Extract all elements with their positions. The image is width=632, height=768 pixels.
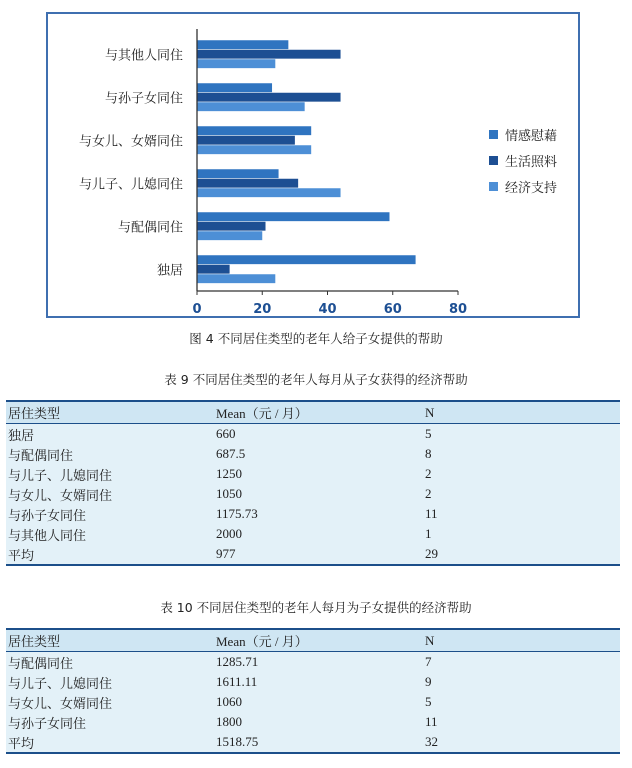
table-10 (6, 628, 620, 754)
bar (197, 265, 230, 274)
category-label: 与配偶同住 (117, 220, 183, 236)
bar (197, 83, 272, 92)
cell-n: 1 (423, 524, 620, 544)
cell-type: 与女儿、女婿同住 (6, 484, 214, 504)
cell-mean: 2000 (214, 524, 423, 544)
table-row (6, 464, 620, 484)
cell-type: 与儿子、儿媳同住 (6, 464, 214, 484)
category-label: 与女儿、女婿同住 (78, 134, 183, 150)
legend-swatch (489, 182, 498, 191)
category-label: 独居 (156, 263, 183, 279)
header-mean: Mean（元 / 月） (214, 629, 423, 652)
category-label: 与儿子、儿媳同住 (78, 177, 183, 193)
figure-4-caption: 图 4 不同居住类型的老年人给子女提供的帮助 (189, 331, 443, 346)
cell-type: 与其他人同住 (6, 524, 214, 544)
cell-mean: 660 (214, 424, 423, 445)
legend-label: 经济支持 (505, 181, 558, 196)
cell-n: 2 (423, 484, 620, 504)
bar (197, 50, 341, 59)
table-header-row (6, 629, 620, 652)
table-row (6, 544, 620, 565)
header-residence-type: 居住类型 (6, 401, 214, 424)
table-row (6, 712, 620, 732)
cell-type: 与孙子女同住 (6, 504, 214, 524)
cell-type: 平均 (6, 732, 214, 753)
table-row (6, 672, 620, 692)
bar (197, 222, 266, 231)
cell-n: 2 (423, 464, 620, 484)
table-row (6, 692, 620, 712)
table-row (6, 652, 620, 673)
cell-type: 与女儿、女婿同住 (6, 692, 214, 712)
table-row (6, 504, 620, 524)
cell-mean: 687.5 (214, 444, 423, 464)
bar (197, 40, 288, 49)
figure-4-chart (46, 12, 580, 318)
cell-n: 9 (423, 672, 620, 692)
cell-n: 11 (423, 504, 620, 524)
x-tick-label: 20 (253, 302, 272, 316)
header-mean: Mean（元 / 月） (214, 401, 423, 424)
table-row (6, 732, 620, 753)
cell-mean: 1250 (214, 464, 423, 484)
cell-type: 与配偶同住 (6, 444, 214, 464)
bar-chart-svg (48, 14, 578, 316)
header-residence-type: 居住类型 (6, 629, 214, 652)
table-header-row (6, 401, 620, 424)
cell-mean: 977 (214, 544, 423, 565)
bar (197, 212, 389, 221)
cell-type: 与儿子、儿媳同住 (6, 672, 214, 692)
table-row (6, 484, 620, 504)
legend-label: 情感慰藉 (505, 129, 558, 144)
table-9 (6, 400, 620, 566)
table-row (6, 444, 620, 464)
x-tick-label: 0 (192, 302, 202, 316)
bar (197, 136, 295, 145)
bar (197, 59, 275, 68)
cell-mean: 1050 (214, 484, 423, 504)
cell-n: 32 (423, 732, 620, 753)
bar (197, 102, 305, 111)
x-tick-label: 60 (383, 302, 402, 316)
cell-n: 11 (423, 712, 620, 732)
table-9-caption: 表 9 不同居住类型的老年人每月从子女获得的经济帮助 (164, 372, 468, 387)
cell-n: 5 (423, 424, 620, 445)
category-label: 与孙子女同住 (104, 91, 183, 107)
cell-type: 平均 (6, 544, 214, 565)
header-n: N (423, 401, 620, 424)
legend-swatch (489, 156, 498, 165)
x-tick-label: 80 (448, 302, 468, 316)
bar (197, 179, 298, 188)
bar (197, 188, 341, 197)
cell-mean: 1060 (214, 692, 423, 712)
cell-n: 29 (423, 544, 620, 565)
bar (197, 126, 311, 135)
cell-mean: 1611.11 (214, 672, 423, 692)
bar (197, 93, 341, 102)
table-row (6, 524, 620, 544)
cell-mean: 1285.71 (214, 652, 423, 673)
bar (197, 231, 262, 240)
x-tick-label: 40 (318, 302, 337, 316)
table-10-caption: 表 10 不同居住类型的老年人每月为子女提供的经济帮助 (160, 600, 472, 615)
bar (197, 145, 311, 154)
cell-type: 与孙子女同住 (6, 712, 214, 732)
bar (197, 255, 416, 264)
legend-swatch (489, 130, 498, 139)
category-label: 与其他人同住 (104, 48, 183, 64)
legend-label: 生活照料 (505, 155, 558, 170)
cell-type: 独居 (6, 424, 214, 445)
table-row (6, 424, 620, 445)
cell-n: 8 (423, 444, 620, 464)
cell-type: 与配偶同住 (6, 652, 214, 673)
cell-mean: 1800 (214, 712, 423, 732)
cell-mean: 1518.75 (214, 732, 423, 753)
cell-n: 7 (423, 652, 620, 673)
cell-mean: 1175.73 (214, 504, 423, 524)
header-n: N (423, 629, 620, 652)
bar (197, 169, 279, 178)
cell-n: 5 (423, 692, 620, 712)
bar (197, 274, 275, 283)
